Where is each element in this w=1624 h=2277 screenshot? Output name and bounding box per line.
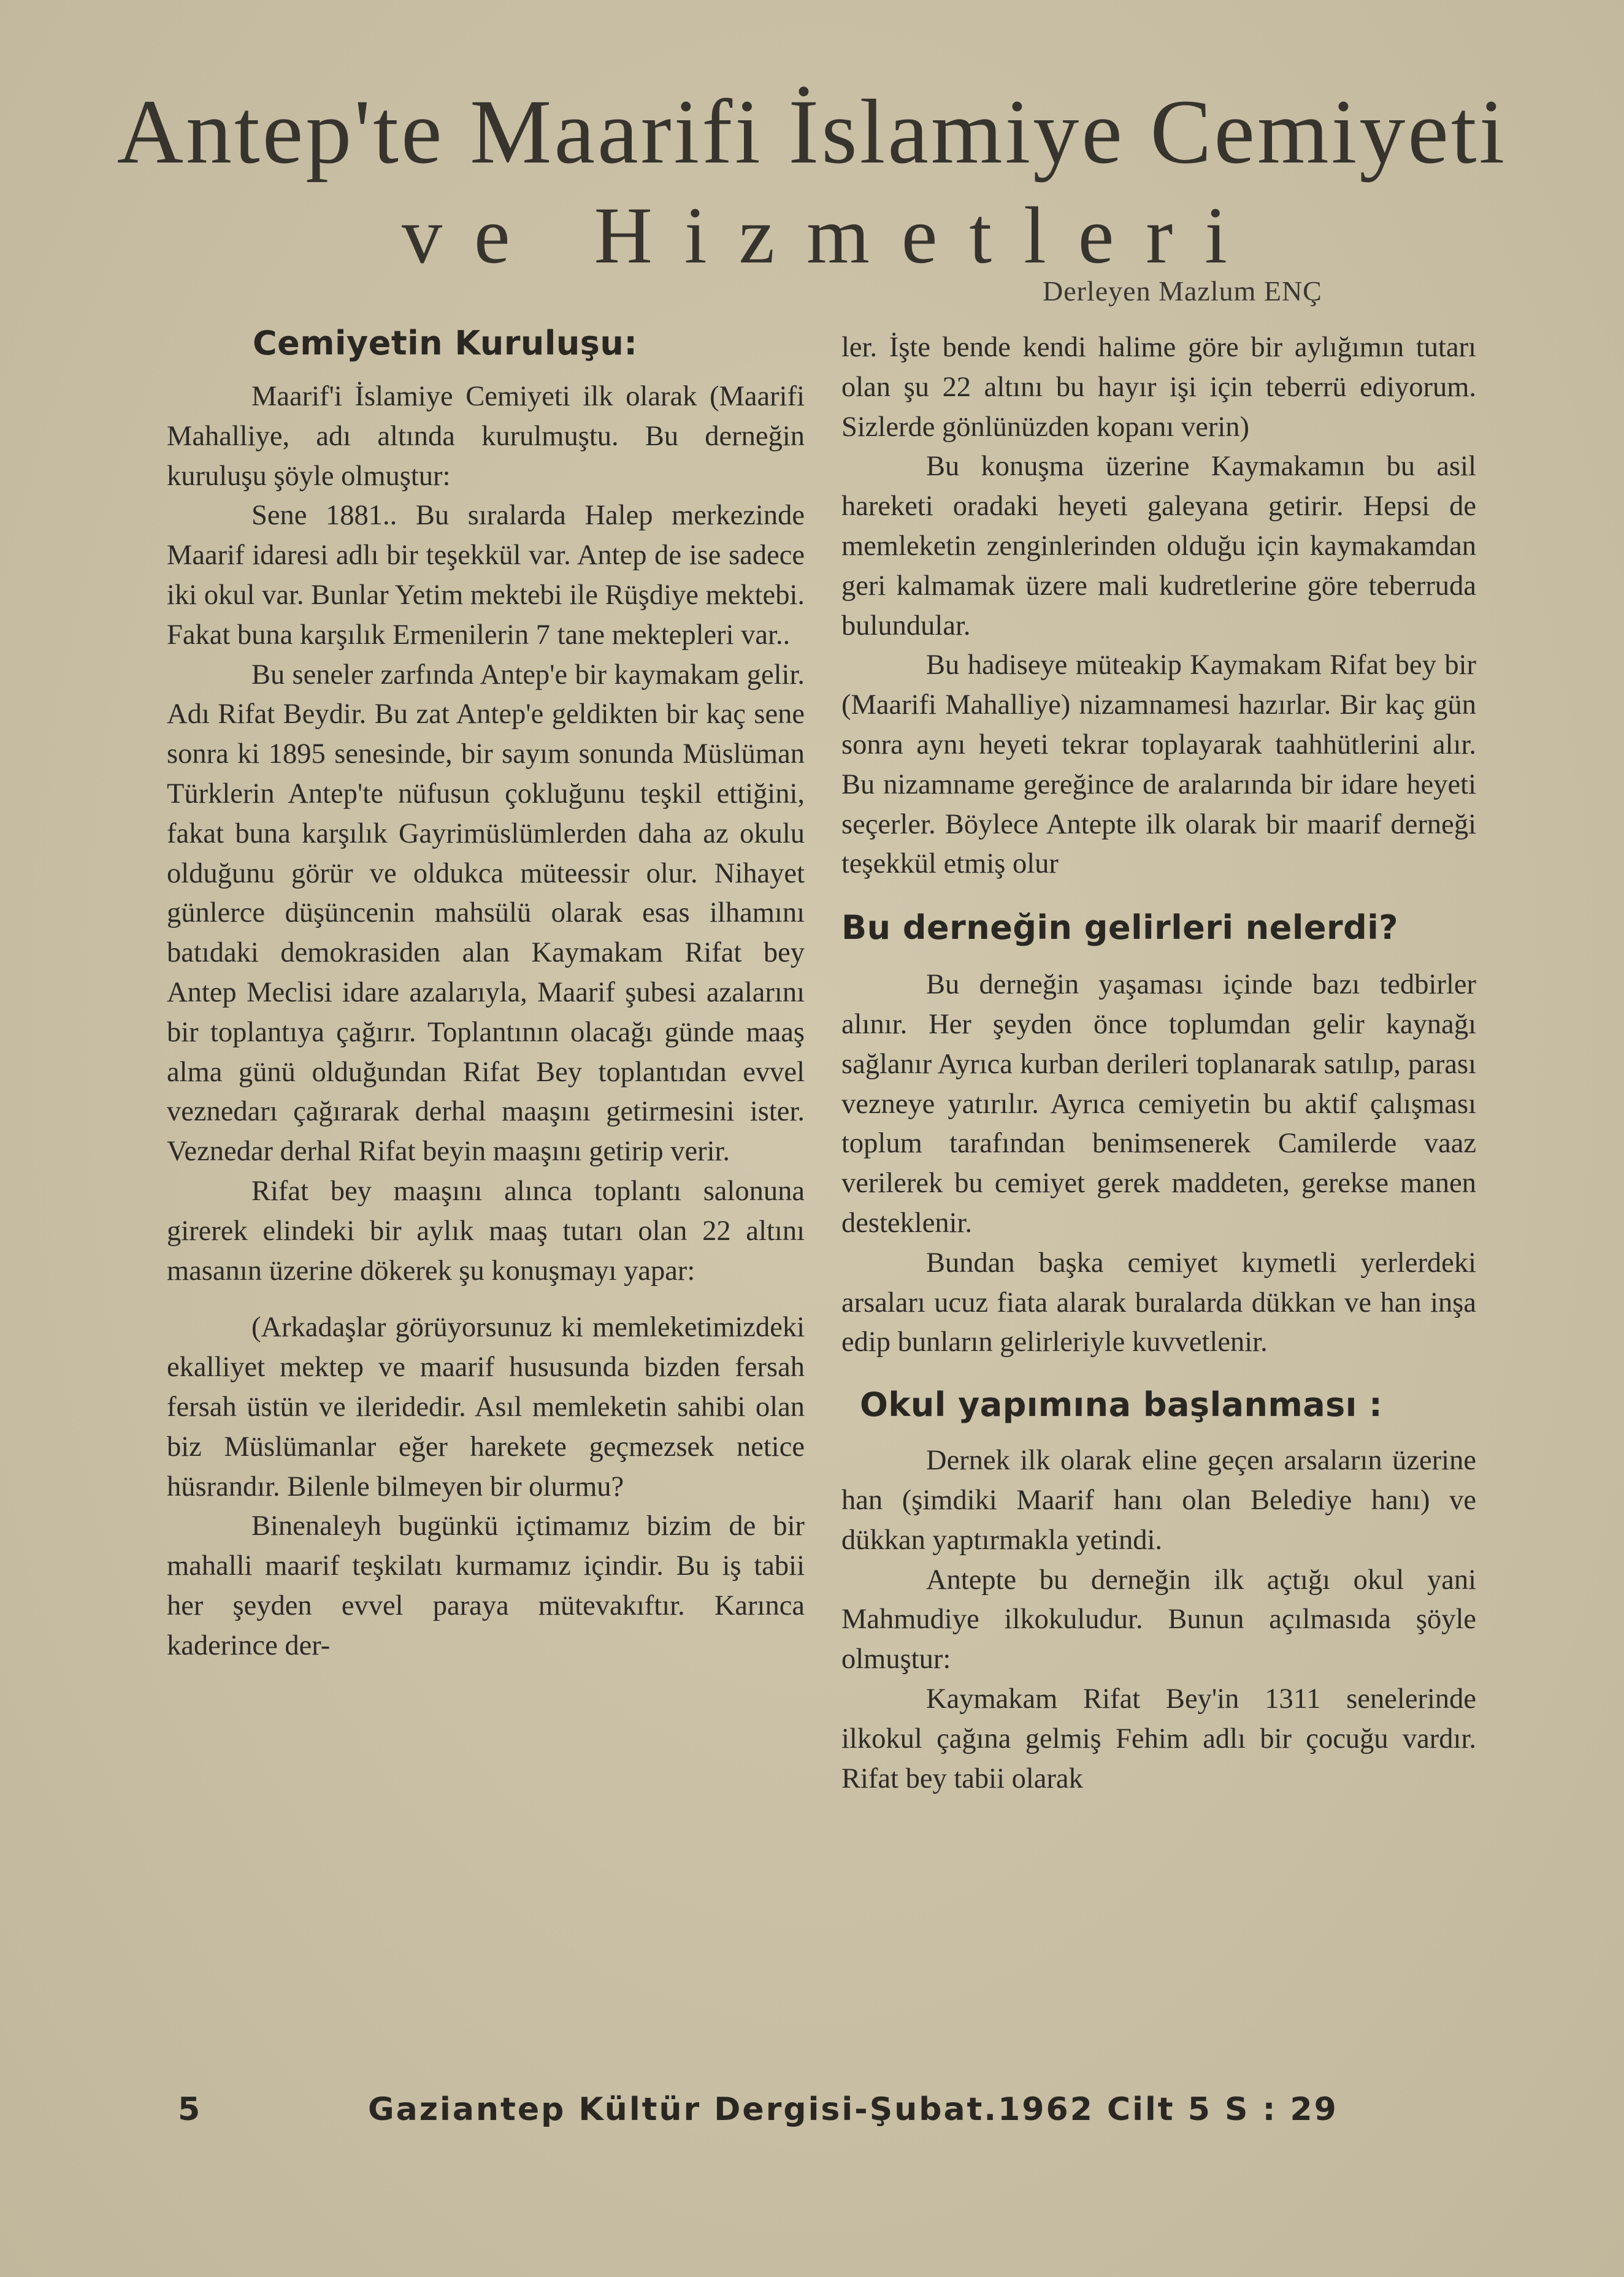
- right-column: [841, 328, 1476, 1799]
- magazine-citation: Gaziantep Kültür Dergisi-Şubat.1962 Cilt 5 S : 29: [368, 2091, 1338, 2128]
- paragraph: Rifat bey maaşını alınca toplantı salonuna girerek elindeki bir aylık maaş tutarı olan 22 altını masanın üzerine dökerek şu konuşmayı yapar:: [167, 1175, 805, 1287]
- page-footer: [178, 2091, 1477, 2128]
- paragraph: Bu seneler zarfında Antep'e bir kaymakam gelir. Adı Rifat Beydir. Bu zat Antep'e geldikten bir kaç sene sonra ki 1895 senesinde, bir sayım sonunda Müslüman Türklerin Antep'te nüfusun çokluğunu teşkil ettiğini, fakat buna karşılık Gayrimüslümlerden daha az okulu olduğunu görür ve oldukca müteessir olur. Nihayet günlerce düşüncenin mahsülü olarak esas ilhamını batıdaki demokrasiden alan Kaymakam Rifat bey Antep Meclisi idare azalarıyla, Maarif şubesi azalarını bir toplantıya çağırır. Toplantının olacağı günde maaş alma günü olduğundan Rifat Bey toplantıdan evvel veznedarı çağırarak derhal maaşını getirmesini ister. Veznedar derhal Rifat beyin maaşını getirip verir.: [167, 659, 805, 1168]
- paragraph: Bu derneğin yaşaması içinde bazı tedbirler alınır. Her şeyden önce toplumdan gelir kaynağı sağlanır Ayrıca kurban derileri toplanarak satılıp, parası vezneye yatırılır. Ayrıca cemiyetin bu aktif çalışması toplum tarafından benimsenerek Camilerde vaaz verilerek bu cemiyet gerek maddeten, gerekse manen desteklenir.: [841, 969, 1476, 1239]
- title-line-2: ve Hizmetleri: [401, 190, 1259, 280]
- paragraph: Binenaleyh bugünkü içtimamız bizim de bir mahalli maarif teşkilatı kurmamız içindir. Bu iş tabii her şeyden evvel paraya mütevakıftır. Karınca kaderince der-: [167, 1510, 805, 1661]
- paragraph: Sene 1881.. Bu sıralarda Halep merkezinde Maarif idaresi adlı bir teşekkül var. Antep de ise sadece iki okul var. Bunlar Yetim mektebi ile Rüşdiye mektebi. Fakat buna karşılık Ermenilerin 7 tane mektepleri var..: [167, 500, 805, 651]
- paragraph: Bundan başka cemiyet kıymetli yerlerdeki arsaları ucuz fiata alarak buralarda dükkan ve han inşa edip bunların gelirleriyle kuvvetlenir.: [841, 1247, 1476, 1358]
- section-heading-gelirler: Bu derneğin gelirleri nelerdi?: [841, 908, 1399, 947]
- paragraph: Bu konuşma üzerine Kaymakamın bu asil hareketi oradaki heyeti galeyana getirir. Hepsi de memleketin zenginlerinden olduğu için kaymakamdan geri kalmamak üzere mali kudretlerine göre teberruda bulundular.: [841, 451, 1476, 641]
- section-heading-kurulus: Cemiyetin Kuruluşu:: [253, 324, 638, 362]
- paragraph: Antepte bu derneğin ilk açtığı okul yani Mahmudiye ilkokuludur. Bunun açılmasıda şöyle olmuştur:: [841, 1564, 1476, 1675]
- byline: Derleyen Mazlum ENÇ: [1043, 275, 1322, 307]
- paragraph: Maarif'i İslamiye Cemiyeti ilk olarak (Maarifi Mahalliye, adı altında kurulmuştu. Bu derneğin kuruluşu şöyle olmuştur:: [167, 381, 805, 492]
- quote-paragraph: (Arkadaşlar görüyorsunuz ki memleketimizdeki ekalliyet mektep ve maarif hususunda bizden fersah fersah üstün ve ileridedir. Asıl memleketin sahibi olan biz Müslümanlar eğer harekete geçmezsek netice hüsrandır. Bilenle bilmeyen bir olurmu?: [167, 1312, 805, 1502]
- title-line-1: Antep'te Maarifi İslamiye Cemiyeti: [117, 81, 1507, 183]
- paragraph: Kaymakam Rifat Bey'in 1311 senelerinde ilkokul çağına gelmiş Fehim adlı bir çocuğu vardır. Rifat bey tabii olarak: [841, 1683, 1476, 1794]
- left-column: [167, 322, 805, 1666]
- paragraph: Bu hadiseye müteakip Kaymakam Rifat bey bir (Maarifi Mahalliye) nizamnamesi hazırlar. Bir kaç gün sonra aynı heyeti tekrar toplayarak taahhütlerini alır. Bu nizamname gereğince de aralarında bir idare heyeti seçerler. Böylece Antepte ilk olarak bir maarif derneği teşekkül etmiş olur: [841, 649, 1476, 880]
- paragraph: Dernek ilk olarak eline geçen arsaların üzerine han (şimdiki Maarif hanı olan Belediye hanı) ve dükkan yaptırmakla yetindi.: [841, 1445, 1476, 1556]
- paragraph: ler. İşte bende kendi halime göre bir aylığımın tutarı olan şu 22 altını bu hayır işi için teberrü ediyorum. Sizlerde gönlünüzden kopanı verin): [841, 332, 1476, 443]
- page-number: 5: [178, 2091, 201, 2128]
- article-title: [0, 81, 1624, 280]
- section-heading-okul: Okul yapımına başlanması :: [860, 1385, 1383, 1425]
